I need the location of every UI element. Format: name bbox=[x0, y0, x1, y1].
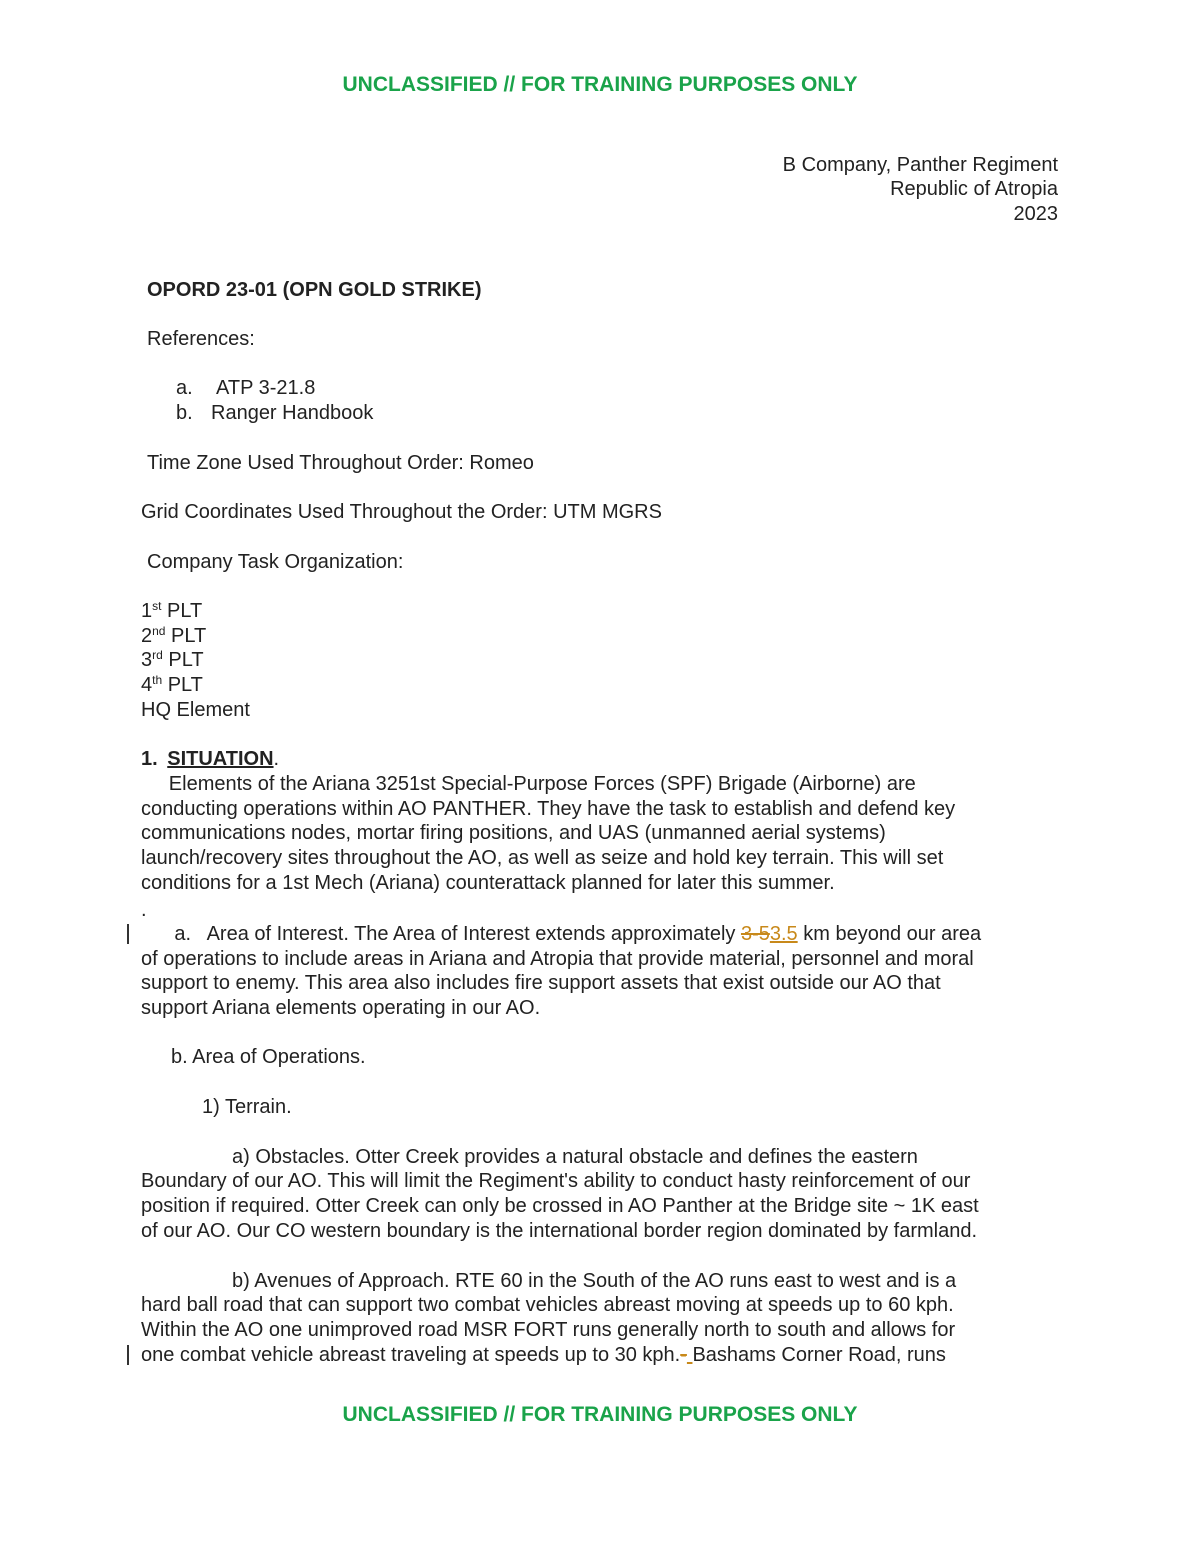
area-of-interest-line: support Ariana elements operating in our AO. bbox=[141, 997, 541, 1019]
avenues-line: hard ball road that can support two combat vehicles abreast moving at speeds up to 60 kph. bbox=[141, 1294, 954, 1316]
reference-item bbox=[176, 376, 316, 401]
avenues-line: one combat vehicle abreast traveling at speeds up to 30 kph.- Bashams Corner Road, runs bbox=[141, 1344, 946, 1366]
area-of-operations-heading: b. Area of Operations. bbox=[171, 1046, 366, 1068]
task-org-hq: HQ Element bbox=[141, 699, 250, 721]
obstacles-line: a) Obstacles. Otter Creek provides a natural obstacle and defines the eastern bbox=[232, 1146, 918, 1168]
situation-para-line: Elements of the Ariana 3251st Special-Purpose Forces (SPF) Brigade (Airborne) are bbox=[141, 773, 916, 795]
change-bar bbox=[127, 924, 129, 944]
task-org-unit: 4th PLT bbox=[141, 673, 203, 696]
situation-number: 1. bbox=[141, 748, 158, 770]
references-label: References: bbox=[147, 328, 255, 350]
reference-marker: b. bbox=[176, 402, 193, 424]
situation-para-line: communications nodes, mortar firing positions, and UAS (unmanned aerial systems) bbox=[141, 822, 886, 844]
time-zone-line: Time Zone Used Throughout Order: Romeo bbox=[147, 452, 534, 474]
area-of-interest-line: support to enemy. This area also includes fire support assets that exist outside our AO that bbox=[141, 972, 941, 994]
situation-para-line: conducting operations within AO PANTHER. They have the task to establish and defend key bbox=[141, 798, 956, 820]
situation-heading: 1. SITUATION. bbox=[141, 748, 280, 770]
inserted-text: 3.5 bbox=[769, 923, 798, 945]
header-unit: B Company, Panther Regiment bbox=[782, 154, 1058, 176]
deleted-text: - bbox=[680, 1344, 687, 1366]
reference-marker: a. bbox=[176, 377, 193, 399]
classification-banner-top: UNCLASSIFIED // FOR TRAINING PURPOSES ONLY bbox=[342, 73, 858, 96]
obstacles-line: Boundary of our AO. This will limit the Regiment's ability to conduct hasty reinforcement of our bbox=[141, 1170, 971, 1192]
task-org-unit: 3rd PLT bbox=[141, 648, 204, 671]
reference-text: ATP 3-21.8 bbox=[216, 377, 316, 399]
change-bar bbox=[127, 1345, 129, 1365]
document-title: OPORD 23-01 (OPN GOLD STRIKE) bbox=[147, 279, 482, 301]
header-country: Republic of Atropia bbox=[890, 178, 1058, 200]
task-org-label: Company Task Organization: bbox=[147, 551, 404, 573]
reference-item bbox=[176, 401, 374, 426]
stray-period: . bbox=[141, 899, 147, 921]
deleted-text: 3-5 bbox=[740, 923, 770, 945]
situation-para-line: launch/recovery sites throughout the AO, as well as seize and hold key terrain. This will set bbox=[141, 847, 944, 869]
situation-title: SITUATION bbox=[167, 748, 274, 770]
avenues-line: Within the AO one unimproved road MSR FORT runs generally north to south and allows for bbox=[141, 1319, 956, 1341]
avenues-line: b) Avenues of Approach. RTE 60 in the South of the AO runs east to west and is a bbox=[232, 1270, 957, 1292]
area-of-interest-line: of operations to include areas in Ariana and Atropia that provide material, personnel and moral bbox=[141, 948, 974, 970]
task-org-unit: 1st PLT bbox=[141, 599, 203, 622]
obstacles-line: of our AO. Our CO western boundary is the international border region dominated by farmland. bbox=[141, 1220, 978, 1242]
area-of-interest-line: a. Area of Interest. The Area of Interest extends approximately 3-53.5 km beyond our area bbox=[141, 923, 982, 945]
obstacles-line: position if required. Otter Creek can only be crossed in AO Panther at the Bridge site ~ 1K east bbox=[141, 1195, 979, 1217]
header-year: 2023 bbox=[1013, 203, 1058, 225]
situation-para-line: conditions for a 1st Mech (Ariana) counterattack planned for later this summer. bbox=[141, 872, 835, 894]
reference-text: Ranger Handbook bbox=[211, 402, 374, 424]
classification-banner-bottom: UNCLASSIFIED // FOR TRAINING PURPOSES ONLY bbox=[342, 1403, 858, 1426]
grid-coordinates-line: Grid Coordinates Used Throughout the Order: UTM MGRS bbox=[141, 501, 662, 523]
terrain-heading: 1) Terrain. bbox=[202, 1096, 292, 1118]
task-org-unit: 2nd PLT bbox=[141, 624, 207, 647]
